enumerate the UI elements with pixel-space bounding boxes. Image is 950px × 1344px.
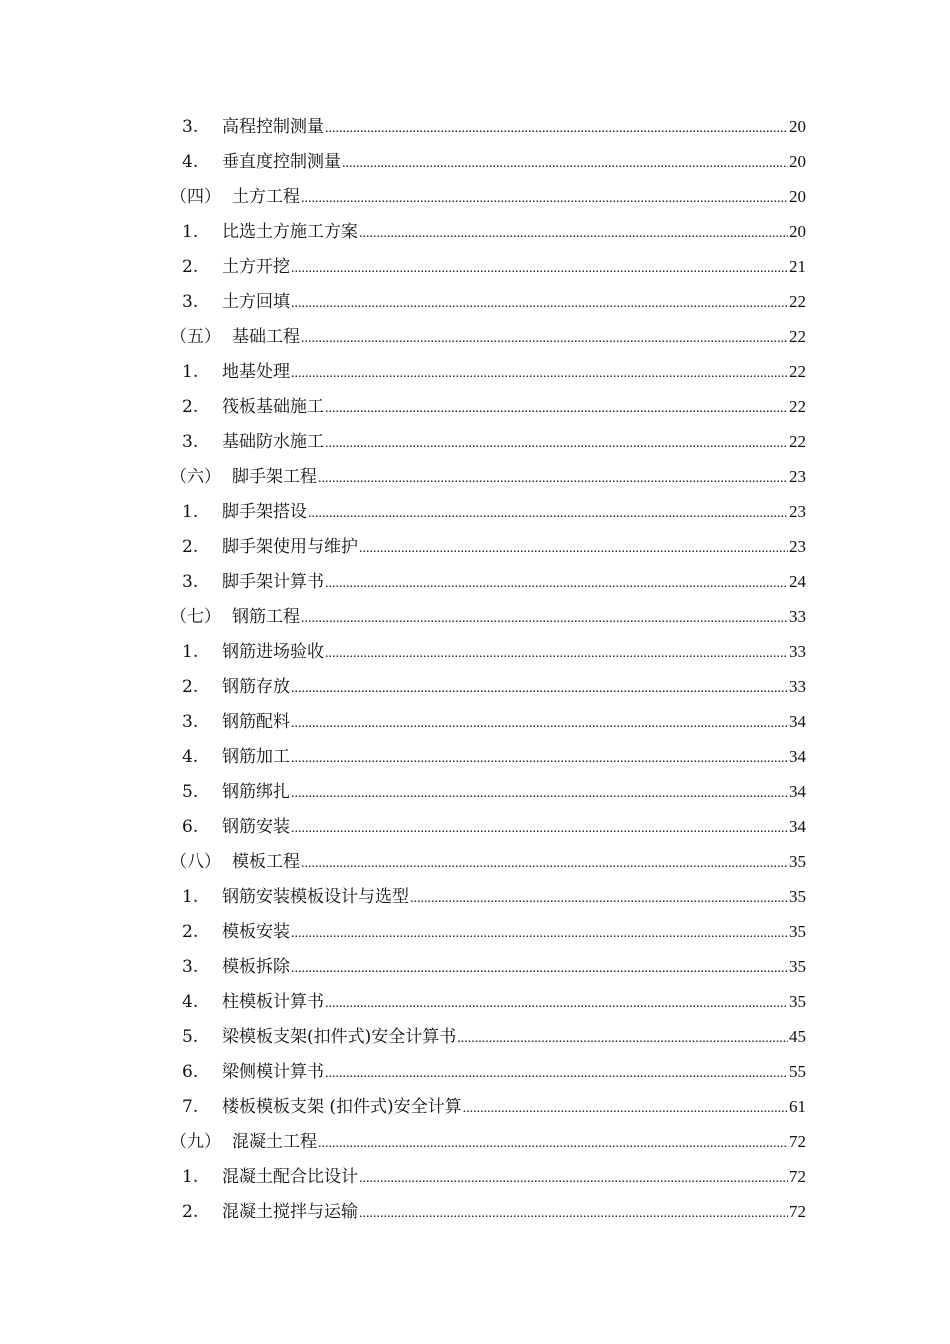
toc-item-entry[interactable] (170, 529, 806, 564)
toc-dot-leader (308, 496, 788, 531)
toc-dot-leader (359, 531, 788, 566)
toc-dot-leader (325, 636, 788, 671)
toc-entry-page-number: 34 (789, 782, 806, 801)
toc-item-entry[interactable] (170, 809, 806, 844)
toc-entry-page-number: 72 (789, 1167, 806, 1186)
toc-dot-leader (291, 251, 788, 286)
toc-entry-page-number: 55 (789, 1062, 806, 1081)
toc-item-entry[interactable] (170, 949, 806, 984)
toc-dot-leader (457, 1021, 788, 1056)
toc-item-entry[interactable] (170, 704, 806, 739)
toc-entry-number: 2. (182, 397, 199, 417)
toc-dot-leader (301, 601, 788, 636)
toc-entry-number: 7. (182, 1097, 199, 1117)
toc-entry-title: 钢筋配料 (222, 712, 290, 732)
toc-entry-page-number: 34 (789, 712, 806, 731)
toc-entry-title: 模板工程 (232, 852, 300, 872)
toc-item-entry[interactable] (170, 1089, 806, 1124)
toc-entry-number: 1. (182, 362, 199, 382)
toc-entry-page-number: 61 (789, 1097, 806, 1116)
toc-dot-leader (325, 111, 788, 146)
toc-item-entry[interactable] (170, 389, 806, 424)
toc-entry-number: 1. (182, 887, 199, 907)
toc-entry-number: 1. (182, 222, 199, 242)
toc-dot-leader (291, 671, 788, 706)
toc-item-entry[interactable] (170, 634, 806, 669)
toc-entry-title: 混凝土搅拌与运输 (222, 1202, 358, 1222)
toc-item-entry[interactable] (170, 214, 806, 249)
toc-entry-title: 钢筋绑扎 (222, 782, 290, 802)
toc-dot-leader (359, 216, 788, 251)
toc-entry-number: 4. (182, 152, 199, 172)
toc-entry-page-number: 45 (789, 1027, 806, 1046)
toc-entry-page-number: 21 (789, 257, 806, 276)
toc-entry-page-number: 20 (789, 222, 806, 241)
toc-entry-page-number: 23 (789, 467, 806, 486)
toc-entry-title: 地基处理 (222, 362, 290, 382)
toc-item-entry[interactable] (170, 494, 806, 529)
toc-dot-leader (359, 1196, 788, 1231)
toc-entry-title: 混凝土工程 (232, 1132, 317, 1152)
toc-dot-leader (325, 986, 788, 1021)
toc-dot-leader (301, 321, 788, 356)
toc-entry-title: 比选土方施工方案 (222, 222, 358, 242)
toc-entry-number: 3. (182, 712, 199, 732)
toc-entry-title: 楼板模板支架 (扣件式)安全计算 (222, 1097, 462, 1117)
toc-entry-page-number: 34 (789, 817, 806, 836)
toc-entry-number: （八） (170, 852, 221, 872)
toc-dot-leader (291, 811, 788, 846)
toc-entry-number: 4. (182, 747, 199, 767)
toc-dot-leader (291, 286, 788, 321)
toc-entry-title: 钢筋加工 (222, 747, 290, 767)
toc-item-entry[interactable] (170, 1194, 806, 1229)
toc-dot-leader (318, 1126, 788, 1161)
toc-entry-title: 模板拆除 (222, 957, 290, 977)
toc-section-entry[interactable] (170, 319, 806, 354)
toc-entry-number: 6. (182, 817, 199, 837)
toc-entry-page-number: 72 (789, 1132, 806, 1151)
toc-entry-number: （四） (170, 187, 221, 207)
toc-entry-title: 土方回填 (222, 292, 290, 312)
toc-item-entry[interactable] (170, 424, 806, 459)
toc-entry-page-number: 33 (789, 677, 806, 696)
toc-entry-number: （七） (170, 607, 221, 627)
toc-entry-number: 5. (182, 782, 199, 802)
toc-item-entry[interactable] (170, 564, 806, 599)
toc-entry-page-number: 22 (789, 292, 806, 311)
toc-item-entry[interactable] (170, 249, 806, 284)
toc-entry-page-number: 33 (789, 642, 806, 661)
toc-entry-title: 垂直度控制测量 (222, 152, 341, 172)
toc-item-entry[interactable] (170, 1159, 806, 1194)
toc-item-entry[interactable] (170, 109, 806, 144)
toc-section-entry[interactable] (170, 459, 806, 494)
toc-dot-leader (291, 356, 788, 391)
toc-dot-leader (291, 776, 788, 811)
toc-entry-page-number: 22 (789, 327, 806, 346)
toc-entry-page-number: 34 (789, 747, 806, 766)
toc-entry-number: 1. (182, 642, 199, 662)
toc-entry-page-number: 35 (789, 887, 806, 906)
toc-entry-title: 钢筋安装模板设计与选型 (222, 887, 409, 907)
toc-entry-title: 梁模板支架(扣件式)安全计算书 (222, 1027, 457, 1047)
toc-item-entry[interactable] (170, 739, 806, 774)
toc-entry-number: 1. (182, 502, 199, 522)
toc-entry-page-number: 35 (789, 957, 806, 976)
toc-entry-title: 脚手架搭设 (222, 502, 307, 522)
toc-item-entry[interactable] (170, 144, 806, 179)
toc-dot-leader (325, 566, 788, 601)
toc-entry-title: 钢筋存放 (222, 677, 290, 697)
toc-entry-page-number: 20 (789, 187, 806, 206)
toc-entry-page-number: 20 (789, 152, 806, 171)
toc-item-entry[interactable] (170, 1054, 806, 1089)
toc-entry-title: 脚手架计算书 (222, 572, 324, 592)
toc-entry-page-number: 23 (789, 537, 806, 556)
toc-entry-number: 4. (182, 992, 199, 1012)
toc-entry-number: （五） (170, 327, 221, 347)
toc-entry-title: 脚手架使用与维护 (222, 537, 358, 557)
toc-entry-page-number: 22 (789, 397, 806, 416)
toc-entry-number: 2. (182, 1202, 199, 1222)
toc-entry-number: （六） (170, 467, 221, 487)
toc-entry-page-number: 35 (789, 992, 806, 1011)
toc-entry-number: 3. (182, 117, 199, 137)
toc-entry-number: 3. (182, 957, 199, 977)
toc-item-entry[interactable] (170, 774, 806, 809)
toc-entry-number: 6. (182, 1062, 199, 1082)
table-of-contents (170, 109, 806, 1229)
toc-dot-leader (301, 181, 788, 216)
toc-dot-leader (342, 146, 788, 181)
toc-dot-leader (291, 741, 788, 776)
toc-entry-number: 2. (182, 257, 199, 277)
toc-entry-number: 2. (182, 677, 199, 697)
toc-entry-title: 钢筋进场验收 (222, 642, 324, 662)
toc-entry-title: 筏板基础施工 (222, 397, 324, 417)
toc-dot-leader (291, 706, 788, 741)
toc-entry-number: 5. (182, 1027, 199, 1047)
toc-dot-leader (325, 391, 788, 426)
toc-section-entry[interactable] (170, 1124, 806, 1159)
toc-dot-leader (291, 951, 788, 986)
toc-section-entry[interactable] (170, 179, 806, 214)
toc-entry-number: 2. (182, 922, 199, 942)
toc-entry-number: 2. (182, 537, 199, 557)
toc-dot-leader (301, 846, 788, 881)
toc-item-entry[interactable] (170, 914, 806, 949)
toc-item-entry[interactable] (170, 284, 806, 319)
toc-section-entry[interactable] (170, 599, 806, 634)
toc-entry-number: 1. (182, 1167, 199, 1187)
toc-entry-title: 模板安装 (222, 922, 290, 942)
toc-entry-title: 梁侧模计算书 (222, 1062, 324, 1082)
toc-entry-page-number: 23 (789, 502, 806, 521)
toc-entry-title: 钢筋工程 (232, 607, 300, 627)
toc-section-entry[interactable] (170, 844, 806, 879)
toc-entry-page-number: 35 (789, 852, 806, 871)
toc-entry-number: （九） (170, 1132, 221, 1152)
toc-entry-title: 脚手架工程 (232, 467, 317, 487)
toc-dot-leader (291, 916, 788, 951)
toc-entry-page-number: 22 (789, 362, 806, 381)
toc-entry-title: 混凝土配合比设计 (222, 1167, 358, 1187)
toc-entry-page-number: 24 (789, 572, 806, 591)
toc-entry-title: 土方工程 (232, 187, 300, 207)
toc-dot-leader (318, 461, 788, 496)
toc-entry-title: 土方开挖 (222, 257, 290, 277)
toc-entry-title: 钢筋安装 (222, 817, 290, 837)
toc-entry-number: 3. (182, 432, 199, 452)
toc-dot-leader (410, 881, 788, 916)
toc-entry-page-number: 33 (789, 607, 806, 626)
toc-entry-title: 基础防水施工 (222, 432, 324, 452)
toc-item-entry[interactable] (170, 879, 806, 914)
toc-item-entry[interactable] (170, 354, 806, 389)
toc-item-entry[interactable] (170, 1019, 806, 1054)
toc-dot-leader (325, 1056, 788, 1091)
toc-item-entry[interactable] (170, 669, 806, 704)
toc-entry-title: 基础工程 (232, 327, 300, 347)
toc-entry-page-number: 72 (789, 1202, 806, 1221)
toc-entry-page-number: 20 (789, 117, 806, 136)
toc-entry-page-number: 22 (789, 432, 806, 451)
toc-dot-leader (325, 426, 788, 461)
toc-entry-number: 3. (182, 292, 199, 312)
toc-entry-title: 柱模板计算书 (222, 992, 324, 1012)
toc-entry-title: 高程控制测量 (222, 117, 324, 137)
toc-dot-leader (463, 1091, 788, 1126)
toc-entry-page-number: 35 (789, 922, 806, 941)
toc-item-entry[interactable] (170, 984, 806, 1019)
toc-dot-leader (359, 1161, 788, 1196)
toc-entry-number: 3. (182, 572, 199, 592)
